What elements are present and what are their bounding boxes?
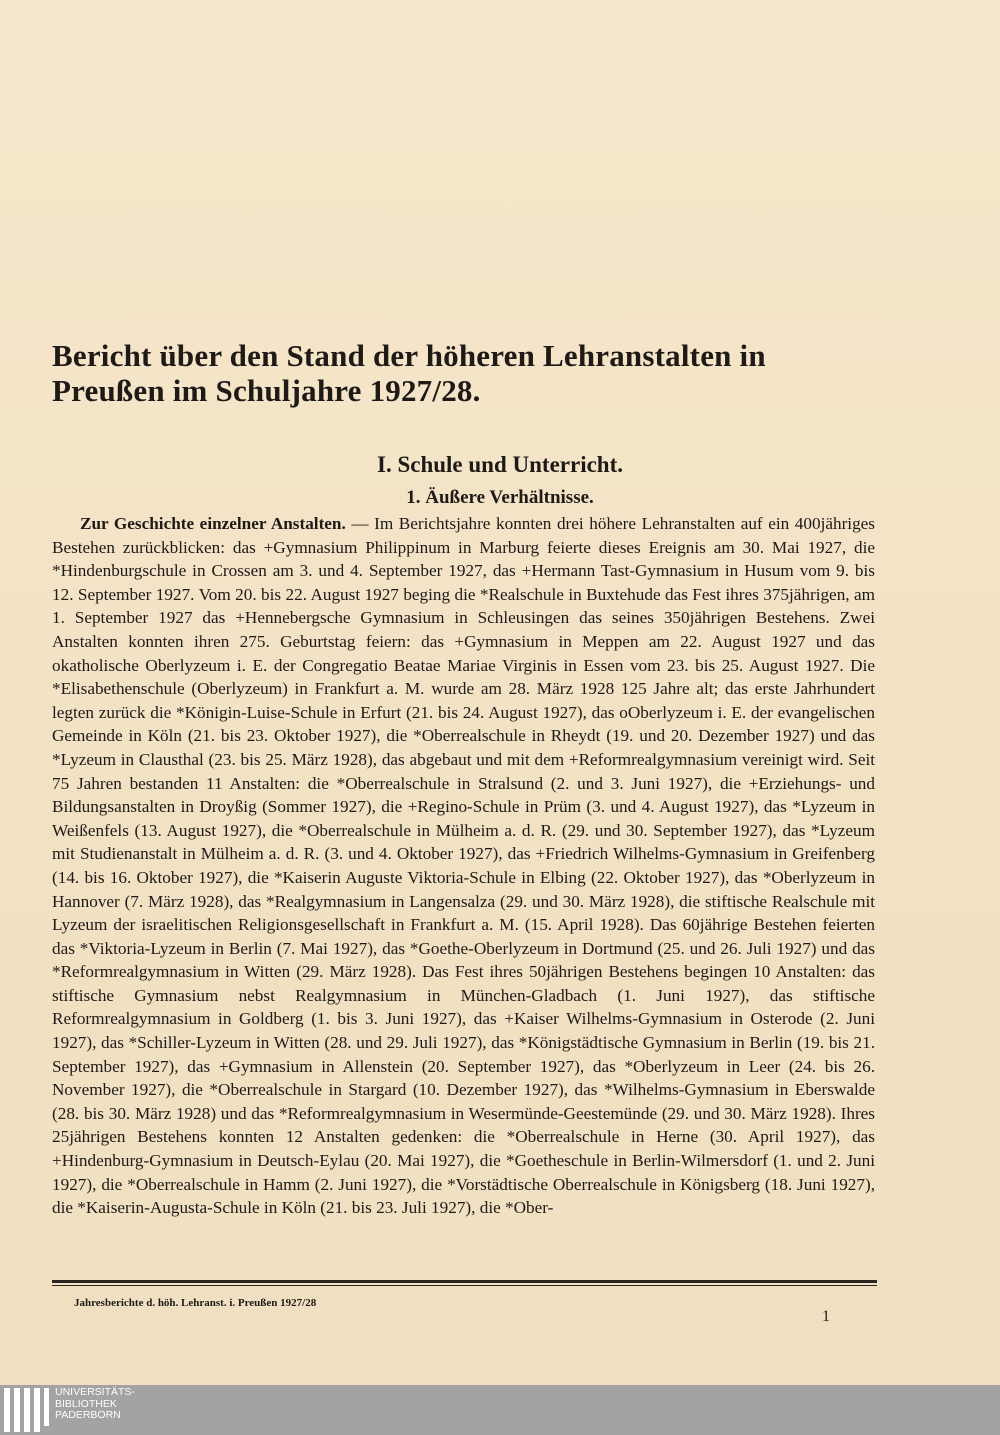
page-number: 1 — [822, 1308, 830, 1325]
subsection-heading: 1. Äußere Verhältnisse. — [406, 487, 594, 508]
library-logo-text: UNIVERSITÄTS- BIBLIOTHEK PADERBORN — [55, 1386, 135, 1421]
paragraph-lead: Zur Geschichte einzelner Anstalten. — [80, 514, 346, 533]
running-footer: Jahresberichte d. höh. Lehranst. i. Preußen 1927/28 — [74, 1297, 317, 1309]
body-paragraph — [52, 512, 875, 1220]
footer-rule-thin — [52, 1285, 877, 1286]
paragraph-text: — Im Berichtsjahre konnten drei höhere Lehranstalten auf ein 400jähriges Bestehen zurückblicken: das +Gymnasium Philippinum in Marburg feierte dieses Ereignis am 30. Mai 1927, die *Hindenburgschule in Crossen am 3. und 4. September 1927, das +Hermann Tast-Gymnasium in Husum vom 9. bis 12. September 1927. Vom 20. bis 22. August 1927 beging die *Realschule in Buxtehude das Fest ihres 375jährigen, am 1. September 1927 das +Hennebergsche Gymnasium in Schleusingen das seines 350jährigen Bestehens. Zwei Anstalten konnten ihren 275. Geburtstag feiern: das +Gymnasium in Meppen am 22. August 1927 und das okatholische Oberlyzeum i. E. der Congregatio Beatae Mariae Virginis in Essen vom 23. bis 25. August 1927. Die *Elisabethenschule (Oberlyzeum) in Frankfurt a. M. wurde am 28. März 1928 125 Jahre alt; das erste Jahrhundert legten zurück die *Königin-Luise-Schule in Erfurt (21. bis 24. August 1927), das oOberlyzeum i. E. der evangelischen Gemeinde in Köln (21. bis 23. Oktober 1927), die *Oberrealschule in Rheydt (19. und 20. Dezember 1927) und das *Lyzeum in Clausthal (23. bis 25. März 1928), das abgebaut und mit dem +Reformrealgymnasium vereinigt wird. Seit 75 Jahren bestanden 11 Anstalten: die *Oberrealschule in Stralsund (2. und 3. Juni 1927), die +Erziehungs- und Bildungsanstalten in Droyßig (Sommer 1927), die +Regino-Schule in Prüm (3. und 4. August 1927), das *Lyzeum in Weißenfels (13. August 1927), die *Oberrealschule in Mülheim a. d. R. (29. und 30. September 1927), das *Lyzeum mit Studienanstalt in Mülheim a. d. R. (3. und 4. Oktober 1927), das +Friedrich Wilhelms-Gymnasium in Greifenberg (14. bis 16. Oktober 1927), die *Kaiserin Auguste Viktoria-Schule in Elbing (22. Oktober 1927), das *Oberlyzeum in Hannover (7. März 1928), das *Realgymnasium in Langensalza (29. und 30. März 1928), die stiftische Realschule mit Lyzeum der israelitischen Religionsgesellschaft in Frankfurt a. M. (15. April 1928). Das 60jährige Bestehen feierten das *Viktoria-Lyzeum in Berlin (7. Mai 1927), das *Goethe-Oberlyzeum in Dortmund (25. und 26. Juli 1927) und das *Reformrealgymnasium in Witten (29. März 1928). Das Fest ihres 50jährigen Bestehens begingen 10 Anstalten: das stiftische Gymnasium nebst Realgymnasium in München-Gladbach (1. Juni 1927), das stiftische Reformrealgymnasium in Goldberg (1. bis 3. Juni 1927), das +Kaiser Wilhelms-Gymnasium in Osterode (2. Juni 1927), das *Schiller-Lyzeum in Witten (28. und 29. Juli 1927), das *Königstädtische Gymnasium in Berlin (19. bis 21. September 1927), das +Gymnasium in Allenstein (20. September 1927), das *Oberlyzeum in Leer (24. bis 26. November 1927), die *Oberrealschule in Stargard (10. Dezember 1927), das *Wilhelms-Gymnasium in Eberswalde (28. bis 30. März 1928) und das *Reformrealgymnasium in Wesermünde-Geestemünde (29. und 30. März 1928). Ihres 25jährigen Bestehens konnten 12 Anstalten gedenken: die *Oberrealschule in Herne (30. April 1927), das +Hindenburg-Gymnasium in Deutsch-Eylau (20. Mai 1927), die *Goetheschule in Berlin-Wilmersdorf (1. und 2. Juni 1927), die *Oberrealschule in Hamm (2. Juni 1927), die *Vorstädtische Oberrealschule in Königsberg (18. Juni 1927), die *Kaiserin-Augusta-Schule in Köln (21. bis 23. Juli 1927), die *Ober- — [52, 514, 875, 1218]
document-title: Bericht über den Stand der höheren Lehranstalten in Preußen im Schuljahre 1927/28. — [52, 338, 766, 408]
section-heading: I. Schule und Unterricht. — [377, 452, 623, 477]
footer-rule — [52, 1280, 877, 1283]
library-banner — [0, 1385, 1000, 1435]
